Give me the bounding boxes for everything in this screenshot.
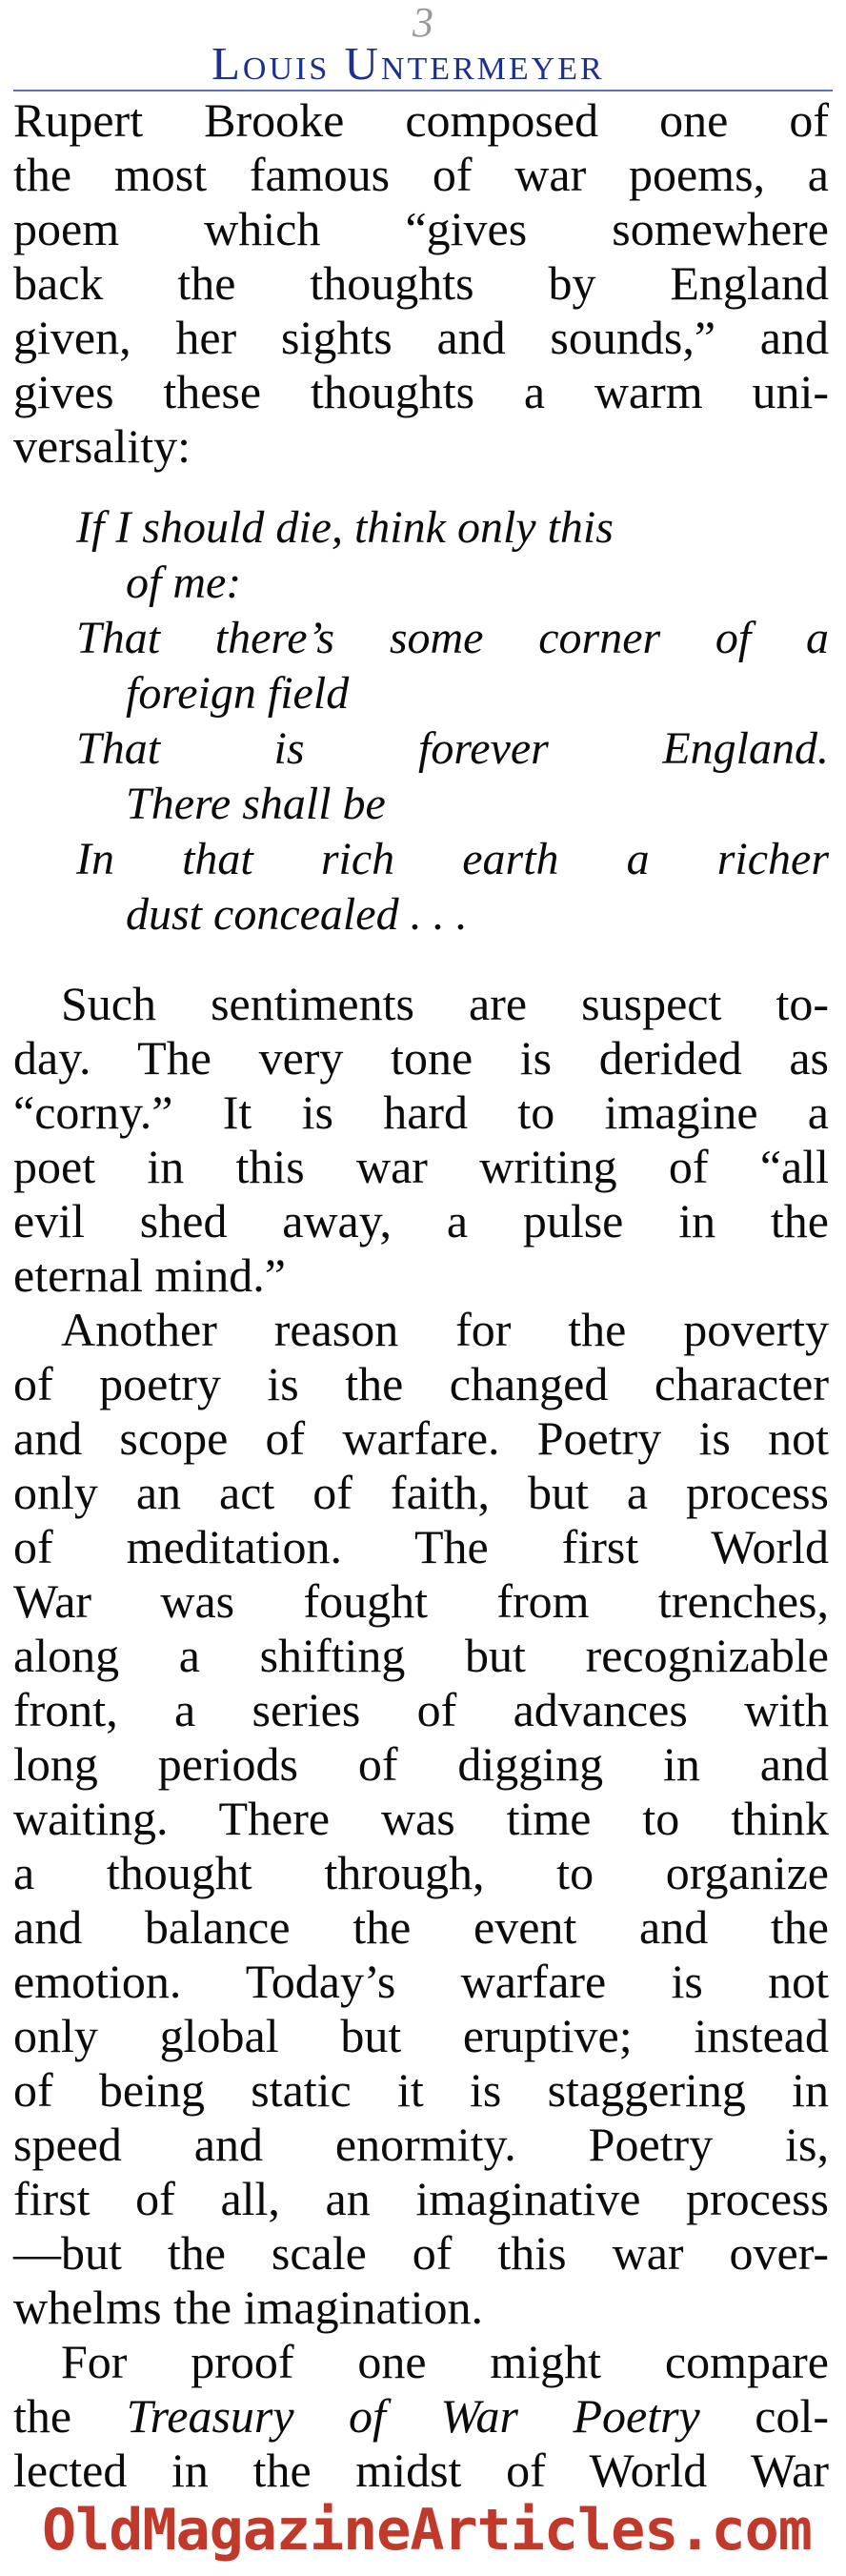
text-line: emotion. Today’s warfare is not: [13, 1955, 829, 2008]
text-line: [13, 2389, 829, 2444]
text-line: day. The very tone is derided as: [13, 1031, 829, 1085]
paragraph-4: [13, 2335, 829, 2498]
text-line: Rupert Brooke composed one of: [13, 93, 829, 147]
text-line: evil shed away, a pulse in the: [13, 1194, 829, 1247]
paragraph-3: [13, 1303, 829, 2335]
text-fragment: col-: [699, 2389, 830, 2443]
text-line: a thought through, to organize: [13, 1846, 829, 1899]
text-line: For proof one might compare: [61, 2335, 829, 2388]
text-line: whelms the imagination.: [13, 2281, 483, 2334]
text-line: —but the scale of this war over-: [13, 2226, 829, 2280]
text-line: gives these thoughts a warm uni-: [13, 365, 829, 418]
poem-line: There shall be: [126, 779, 386, 829]
text-line: along a shifting but recognizable: [13, 1629, 829, 1682]
poem-line: dust concealed . . .: [126, 889, 468, 940]
text-line: only global but eruptive; instead: [13, 2009, 829, 2062]
book-title: Treasury of War Poetry: [126, 2389, 700, 2443]
text-line: War was fought from trenches,: [13, 1574, 829, 1628]
text-line: and balance the event and the: [13, 1900, 829, 1954]
text-line: waiting. There was time to think: [13, 1792, 829, 1845]
text-line: of poetry is the changed character: [13, 1357, 829, 1410]
text-line: first of all, an imaginative process: [13, 2172, 829, 2225]
poem-line: That is forever England.: [76, 723, 829, 774]
text-fragment: the: [13, 2389, 127, 2443]
text-line: long periods of digging in and: [13, 1737, 829, 1791]
text-line: lected in the midst of World War: [13, 2444, 829, 2497]
text-line: Another reason for the poverty: [61, 1303, 829, 1356]
text-line: eternal mind.”: [13, 1248, 286, 1302]
text-line: front, a series of advances with: [13, 1683, 829, 1736]
text-line: only an act of faith, but a process: [13, 1466, 829, 1519]
poem-line: In that rich earth a richer: [76, 834, 829, 884]
poem-line: foreign field: [126, 668, 350, 719]
text-line: versality:: [13, 419, 191, 473]
text-line: poem which “gives somewhere: [13, 202, 829, 255]
poem-line: If I should die, think only this: [76, 502, 614, 553]
text-line: and scope of warfare. Poetry is not: [13, 1411, 829, 1465]
poem-quote: [76, 500, 829, 943]
paragraph-1: [13, 93, 829, 474]
page-number: 3: [413, 0, 433, 46]
text-line: given, her sights and sounds,” and: [13, 311, 829, 364]
text-line: of meditation. The first World: [13, 1520, 829, 1573]
text-line: the most famous of war poems, a: [13, 148, 829, 201]
text-line: “corny.” It is hard to imagine a: [13, 1085, 829, 1139]
text-line: poet in this war writing of “all: [13, 1140, 829, 1193]
paragraph-2: [13, 977, 829, 1303]
text-line: of being static it is staggering in: [13, 2063, 829, 2117]
text-line: speed and enormity. Poetry is,: [13, 2118, 829, 2171]
header-rule: [13, 90, 833, 91]
poem-line: of me:: [126, 558, 242, 608]
poem-line: That there’s some corner of a: [76, 613, 829, 663]
text-line: Such sentiments are suspect to-: [61, 977, 829, 1030]
author-heading: Louis Untermeyer: [212, 37, 605, 90]
site-watermark: OldMagazineArticles.com: [42, 2497, 812, 2564]
text-line: back the thoughts by England: [13, 256, 829, 310]
